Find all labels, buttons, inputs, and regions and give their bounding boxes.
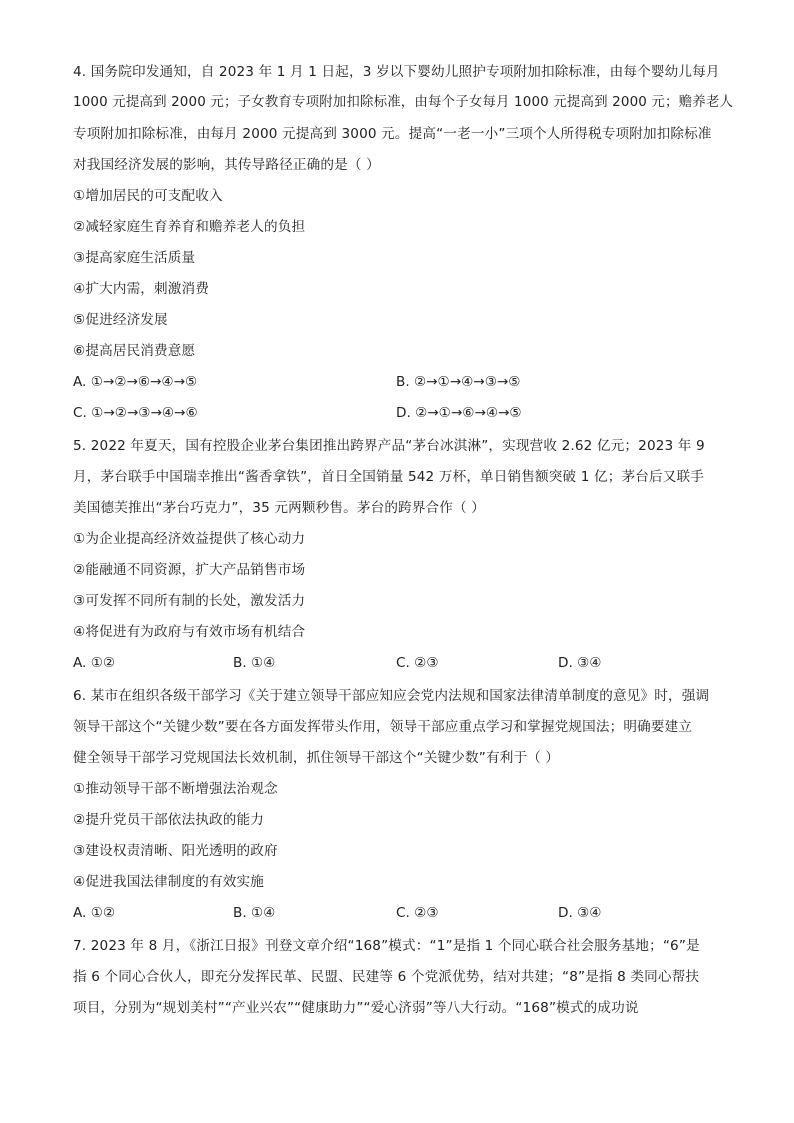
q4-option-b: B. ②→①→④→③→⑤ [396, 374, 521, 390]
q6-item-2: ②提升党员干部依法执政的能力 [73, 812, 265, 828]
q5-stem-line-1: 5. 2022 年夏天，国有控股企业茅台集团推出跨界产品“茅台冰淇淋”，实现营收 2.62 亿元；2023 年 9 [73, 438, 705, 454]
q6-item-3: ③建设权责清晰、阳光透明的政府 [73, 843, 278, 859]
q6-option-a: A. ①② [73, 905, 116, 921]
q6-option-b: B. ①④ [233, 905, 276, 921]
q5-item-1: ①为企业提高经济效益提供了核心动力 [73, 531, 306, 547]
q5-stem-line-2: 月，茅台联手中国瑞幸推出“酱香拿铁”，首日全国销量 542 万杯，单日销售额突破 1 亿；茅台后又联手 [73, 469, 704, 485]
q6-stem-line-1: 6. 某市在组织各级干部学习《关于建立领导干部应知应会党内法规和国家法律清单制度的意见》时，强调 [73, 688, 710, 704]
q4-option-a: A. ①→②→⑥→④→⑤ [73, 374, 198, 390]
q4-stem-line-3: 专项附加扣除标准，由每月 2000 元提高到 3000 元。提高“一老一小”三项个人所得税专项附加扣除标准 [73, 126, 712, 142]
q6-item-4: ④促进我国法律制度的有效实施 [73, 874, 265, 890]
q5-option-a: A. ①② [73, 655, 116, 671]
q5-item-4: ④将促进有为政府与有效市场有机结合 [73, 624, 306, 640]
q6-stem-line-2: 领导干部这个“关键少数”要在各方面发挥带头作用，领导干部应重点学习和掌握党规国法；明确要建立 [73, 719, 693, 735]
q4-item-5: ⑤促进经济发展 [73, 312, 168, 328]
q5-option-c: C. ②③ [396, 655, 439, 671]
q6-stem-line-3: 健全领导干部学习党规国法长效机制，抓住领导干部这个“关键少数”有利于（ ） [73, 750, 560, 766]
q5-item-2: ②能融通不同资源，扩大产品销售市场 [73, 562, 306, 578]
q4-item-6: ⑥提高居民消费意愿 [73, 343, 196, 359]
q7-stem-line-3: 项目，分别为“规划美村”“产业兴农”“健康助力”“爱心济弱”等八大行动。“168”模式的成功说 [73, 1000, 639, 1016]
q4-option-c: C. ①→②→③→④→⑥ [73, 405, 198, 421]
q4-item-4: ④扩大内需，刺激消费 [73, 281, 210, 297]
q6-option-c: C. ②③ [396, 905, 439, 921]
q7-stem-line-2: 指 6 个同心合伙人，即充分发挥民革、民盟、民建等 6 个党派优势，结对共建；“8”是指 8 类同心帮扶 [73, 969, 700, 985]
q6-item-1: ①推动领导干部不断增强法治观念 [73, 781, 278, 797]
q5-option-b: B. ①④ [233, 655, 276, 671]
q4-stem-line-4: 对我国经济发展的影响，其传导路径正确的是（ ） [73, 157, 380, 173]
q5-option-d: D. ③④ [558, 655, 602, 671]
q4-item-2: ②减轻家庭生育养育和赡养老人的负担 [73, 219, 306, 235]
q4-item-3: ③提高家庭生活质量 [73, 250, 196, 266]
q4-option-d: D. ②→①→⑥→④→⑤ [396, 405, 522, 421]
q5-stem-line-3: 美国德芙推出“茅台巧克力”，35 元两颗秒售。茅台的跨界合作（ ） [73, 500, 486, 516]
q5-item-3: ③可发挥不同所有制的长处，激发活力 [73, 593, 306, 609]
q4-stem-line-1: 4. 国务院印发通知，自 2023 年 1 月 1 日起，3 岁以下婴幼儿照护专项附加扣除标准，由每个婴幼儿每月 [73, 64, 720, 80]
q4-stem-line-2: 1000 元提高到 2000 元；子女教育专项附加扣除标准，由每个子女每月 1000 元提高到 2000 元；赡养老人 [73, 95, 734, 110]
q7-stem-line-1: 7. 2023 年 8 月，《浙江日报》刊登文章介绍“168”模式：“1”是指 1 个同心联合社会服务基地；“6”是 [73, 938, 700, 954]
q4-item-1: ①增加居民的可支配收入 [73, 188, 223, 204]
q6-option-d: D. ③④ [558, 905, 602, 921]
